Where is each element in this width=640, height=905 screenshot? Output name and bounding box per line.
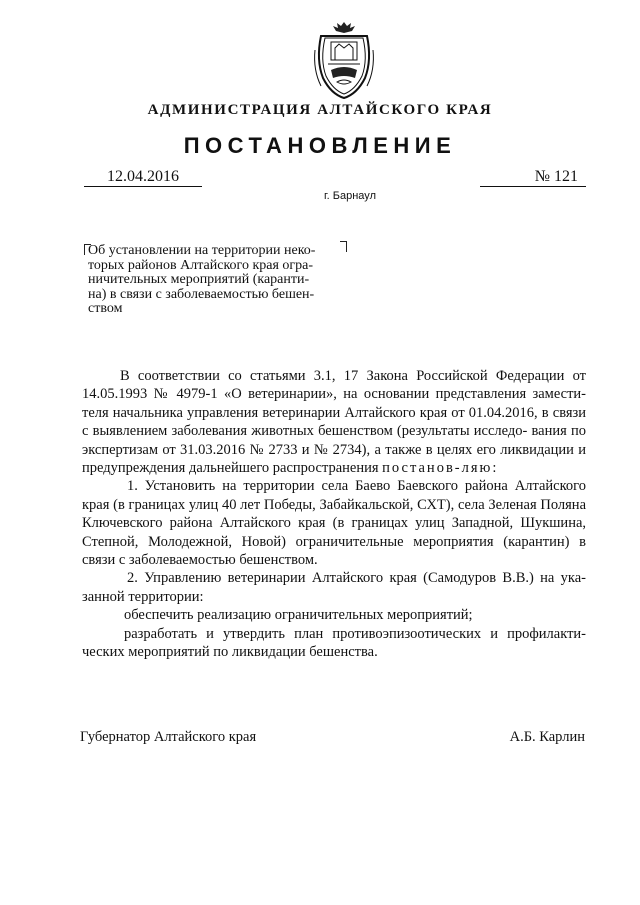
item-2-subitem-1: обеспечить реализацию ограничительных мероприятий; [124, 607, 473, 624]
document-type: ПОСТАНОВЛЕНИЕ [183, 133, 457, 158]
subject-line: на) в связи с заболеваемостью бешен- [88, 286, 315, 302]
subject-line: Об установлении на территории неко- [88, 243, 316, 258]
item-2-subitem-2: разработать и утвердить план противоэпизоотических и профилакти- ческих мероприятий по ликвидации бешенства. [82, 625, 586, 661]
coat-of-arms-icon [311, 20, 377, 100]
decree-word: постанов- [382, 460, 462, 477]
document-city: г. Барнаул [324, 190, 376, 202]
subject-line: ничительных мероприятий (каранти- [88, 272, 310, 287]
preamble-paragraph: В соответствии со статьями 3.1, 17 Закона Российской Федерации от 14.05.1993 № 4979-1 «О ветеринарии», на основании представления замести- теля начальника управления ветеринарии Алтайского края от 01.04.2016, в связи с выявлением заболевания животных бешенством (результаты исследо- вания по экспертизам от 31.03.2016 № 2733 и № 2734), а также в целях его ликвидации и предупреждения дальнейшего распространения постанов-ляю: [82, 368, 587, 477]
document-date: 12.04.2016 [84, 168, 202, 187]
subject-line: ством [88, 301, 123, 316]
signatory-title: Губернатор Алтайского края [80, 729, 257, 745]
subject-block [88, 244, 356, 317]
item-2-paragraph: 2. Управлению ветеринарии Алтайского края (Самодуров В.В.) на ука- занной территории: [82, 570, 586, 605]
item-1-paragraph: 1. Установить на территории села Баево Баевского района Алтайского края (в границах улиц 40 лет Победы, Забайкальской, СХТ), села Зеленая Поляна Ключевского района Алтайского края (в границах улиц Западной, Шукшина, Степной, Молодежной, Новой) ограничительные мероприятия (карантин) в связи с заболеваемостью бешенством. [82, 478, 587, 569]
subject-line: торых районов Алтайского края огра- [88, 257, 314, 273]
document-number: № 121 [480, 168, 586, 187]
document-body [82, 367, 586, 662]
organization-title: АДМИНИСТРАЦИЯ АЛТАЙСКОГО КРАЯ [147, 102, 493, 118]
signatory-name: А.Б. Карлин [509, 729, 585, 745]
decree-word-end: ляю: [461, 460, 499, 477]
